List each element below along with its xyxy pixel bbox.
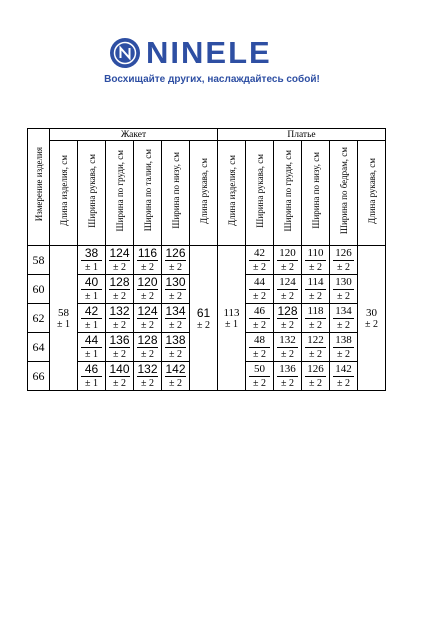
table-cell: 116 ± 2 xyxy=(134,246,162,275)
brand-tagline: Восхищайте других, наслаждайтесь собой! xyxy=(104,74,320,85)
table-cell: 124 ± 2 xyxy=(106,246,134,275)
table-cell: 130 ± 2 xyxy=(162,275,190,304)
table-cell: 136 ± 2 xyxy=(106,333,134,362)
size-table xyxy=(27,128,386,391)
table-cell: 44 ± 2 xyxy=(246,275,274,304)
table-cell: 126 ± 2 xyxy=(162,246,190,275)
table-cell: 142 ± 2 xyxy=(162,362,190,391)
dress-sleeve-length-cell: 30 ± 2 xyxy=(358,246,386,391)
row-header-label: Измерение изделия xyxy=(33,147,44,222)
col-header: Длина рукава, см xyxy=(358,141,386,246)
jacket-length-cell: 58 ± 1 xyxy=(50,246,78,391)
col-header: Длина рукава, см xyxy=(190,141,218,246)
table-cell: 132 ± 2 xyxy=(274,333,302,362)
table-cell: 142 ± 2 xyxy=(330,362,358,391)
table-cell: 126 ± 2 xyxy=(330,246,358,275)
dress-length-cell: 113 ± 1 xyxy=(218,246,246,391)
row-header-cell xyxy=(28,129,50,246)
table-cell: 48 ± 2 xyxy=(246,333,274,362)
table-cell: 126 ± 2 xyxy=(302,362,330,391)
col-header: Ширина по груди, см xyxy=(106,141,134,246)
size-cell: 64 xyxy=(28,333,50,362)
table-cell: 138 ± 2 xyxy=(330,333,358,362)
group-dress: Платье xyxy=(218,129,386,141)
size-cell: 66 xyxy=(28,362,50,391)
table-cell: 110 ± 2 xyxy=(302,246,330,275)
table-cell: 128 ± 2 xyxy=(134,333,162,362)
table-cell: 42 ± 1 xyxy=(78,304,106,333)
table-cell: 40 ± 1 xyxy=(78,275,106,304)
size-cell: 58 xyxy=(28,246,50,275)
table-cell: 128 ± 2 xyxy=(106,275,134,304)
table-cell: 136 ± 2 xyxy=(274,362,302,391)
col-header: Ширина по низу, см xyxy=(162,141,190,246)
col-header: Длина изделия, см xyxy=(218,141,246,246)
table-cell: 124 ± 2 xyxy=(274,275,302,304)
table-cell: 128 ± 2 xyxy=(274,304,302,333)
table-cell: 132 ± 2 xyxy=(106,304,134,333)
table-cell: 50 ± 2 xyxy=(246,362,274,391)
table-cell: 130 ± 2 xyxy=(330,275,358,304)
col-header: Ширина рукава, см xyxy=(78,141,106,246)
table-cell: 118 ± 2 xyxy=(302,304,330,333)
col-header: Ширина по талии, см xyxy=(134,141,162,246)
table-cell: 120 ± 2 xyxy=(274,246,302,275)
col-header: Ширина по бедрам, см xyxy=(330,141,358,246)
col-header: Ширина рукава, см xyxy=(246,141,274,246)
logo-icon xyxy=(110,38,140,68)
col-header: Длина изделия, см xyxy=(50,141,78,246)
col-header: Ширина по низу, см xyxy=(302,141,330,246)
table-cell: 42 ± 2 xyxy=(246,246,274,275)
table-cell: 114 ± 2 xyxy=(302,275,330,304)
table-cell: 134 ± 2 xyxy=(162,304,190,333)
brand-header xyxy=(0,36,424,96)
group-jacket: Жакет xyxy=(50,129,218,141)
table-cell: 38 ± 1 xyxy=(78,246,106,275)
jacket-sleeve-length-cell: 61 ± 2 xyxy=(190,246,218,391)
table-cell: 134 ± 2 xyxy=(330,304,358,333)
table-cell: 138 ± 2 xyxy=(162,333,190,362)
brand-name: NINELE xyxy=(146,35,272,70)
col-header: Ширина по груди, см xyxy=(274,141,302,246)
size-cell: 60 xyxy=(28,275,50,304)
table-cell: 132 ± 2 xyxy=(134,362,162,391)
table-cell: 46 ± 2 xyxy=(246,304,274,333)
table-cell: 120 ± 2 xyxy=(134,275,162,304)
table-cell: 140 ± 2 xyxy=(106,362,134,391)
size-cell: 62 xyxy=(28,304,50,333)
table-cell: 124 ± 2 xyxy=(134,304,162,333)
table-cell: 44 ± 1 xyxy=(78,333,106,362)
table-cell: 46 ± 1 xyxy=(78,362,106,391)
table-cell: 122 ± 2 xyxy=(302,333,330,362)
